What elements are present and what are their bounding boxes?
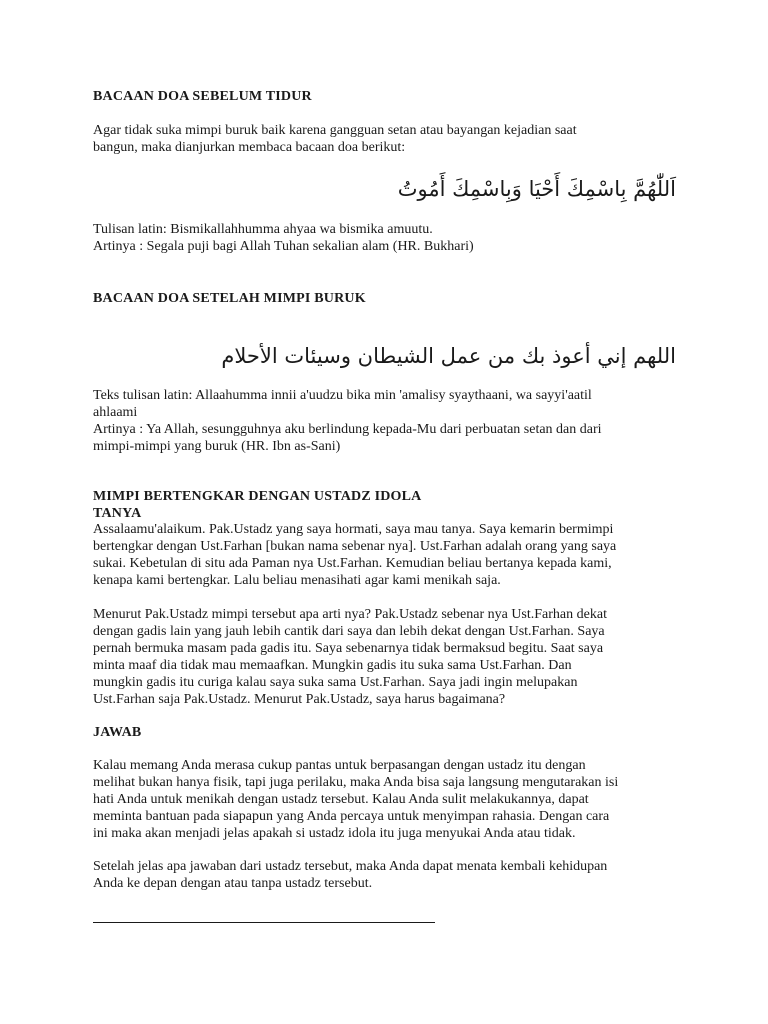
meaning-line: Artinya : Ya Allah, sesungguhnya aku berlindung kepada-Mu dari perbuatan setan dan dari xyxy=(93,422,602,437)
latin-transliteration-line: Teks tulisan latin: Allaahumma innii a'uudzu bika min 'amalisy syaythaani, wa sayyi'aatil xyxy=(93,388,592,403)
question-paragraph-1 xyxy=(93,521,678,589)
paragraph-line: dengan gadis lain yang jauh lebih cantik dari saya dan lebih dekat dengan Ust.Farhan. Saya xyxy=(93,624,605,639)
latin-transliteration: Tulisan latin: Bismikallahhumma ahyaa wa bismika amuutu. xyxy=(93,222,433,237)
paragraph-line: sukai. Kebetulan di situ ada Paman nya Ust.Farhan. Kemudian beliau bertanya kepada kami, xyxy=(93,556,612,571)
answer-paragraph-2 xyxy=(93,858,678,892)
paragraph-line: ini maka akan menjadi jelas apakah si ustadz idola itu juga menyukai Anda atau tidak. xyxy=(93,826,576,841)
meaning-text: Artinya : Segala puji bagi Allah Tuhan sekalian alam (HR. Bukhari) xyxy=(93,239,474,254)
latin-transliteration-line: ahlaami xyxy=(93,405,138,420)
paragraph-line: minta maaf dia tidak mau memaafkan. Mungkin gadis itu suka sama Ust.Farhan. Dan xyxy=(93,658,572,673)
intro-line: bangun, maka dianjurkan membaca bacaan doa berikut: xyxy=(93,140,406,155)
paragraph-line: pernah bermuka masam pada gadis itu. Saya sebenarnya tidak bermaksud begitu. Saat saya xyxy=(93,641,604,656)
paragraph-line: melihat bukan hanya fisik, tapi juga perilaku, maka Anda bisa saja langsung mengutarakan isi xyxy=(93,775,619,790)
paragraph-line: Assalaamu'alaikum. Pak.Ustadz yang saya hormati, saya mau tanya. Saya kemarin bermimpi xyxy=(93,522,614,537)
paragraph-line: kenapa kami bertengkar. Lalu beliau menasihati agar kami menikah saja. xyxy=(93,573,501,588)
arabic-prayer-sebelum-tidur: اَللّٰهُمَّ بِاسْمِكَ أَحْيَا وَبِاسْمِكَ أَمُوتُ xyxy=(397,177,676,201)
intro-paragraph xyxy=(93,122,678,156)
answer-paragraph-1 xyxy=(93,757,678,842)
paragraph-line: Menurut Pak.Ustadz mimpi tersebut apa arti nya? Pak.Ustadz sebenar nya Ust.Farhan dekat xyxy=(93,607,607,622)
intro-line: Agar tidak suka mimpi buruk baik karena gangguan setan atau bayangan kejadian saat xyxy=(93,123,577,138)
question-paragraph-2 xyxy=(93,606,678,708)
article-heading-block xyxy=(93,488,678,522)
paragraph-line: mungkin gadis itu curiga kalau saya suka sama Ust.Farhan. Saya jadi ingin melupakan xyxy=(93,675,578,690)
translation-block-1 xyxy=(93,221,678,255)
meaning-line: mimpi-mimpi yang buruk (HR. Ibn as-Sani) xyxy=(93,439,341,454)
tanya-label: TANYA xyxy=(93,506,142,521)
horizontal-rule xyxy=(93,922,435,923)
arabic-prayer-setelah-mimpi-buruk: اللهم إني أعوذ بك من عمل الشيطان وسيئات الأحلام xyxy=(221,344,676,368)
paragraph-line: meminta bantuan pada siapapun yang Anda percaya untuk menyimpan rahasia. Dengan cara xyxy=(93,809,610,824)
section-heading-doa-setelah-mimpi-buruk: BACAAN DOA SETELAH MIMPI BURUK xyxy=(93,291,366,306)
paragraph-line: Anda ke depan dengan atau tanpa ustadz tersebut. xyxy=(93,876,373,891)
section-heading-doa-sebelum-tidur: BACAAN DOA SEBELUM TIDUR xyxy=(93,89,312,104)
paragraph-line: Kalau memang Anda merasa cukup pantas untuk berpasangan dengan ustadz itu dengan xyxy=(93,758,586,773)
paragraph-line: hati Anda untuk menikah dengan ustadz tersebut. Kalau Anda sulit melakukannya, dapat xyxy=(93,792,589,807)
paragraph-line: Ust.Farhan saja Pak.Ustadz. Menurut Pak.Ustadz, saya harus bagaimana? xyxy=(93,692,506,707)
translation-block-2 xyxy=(93,387,678,455)
article-title: MIMPI BERTENGKAR DENGAN USTADZ IDOLA xyxy=(93,489,422,504)
paragraph-line: bertengkar dengan Ust.Farhan [bukan nama sebenar nya]. Ust.Farhan adalah orang yang saya xyxy=(93,539,617,554)
jawab-label: JAWAB xyxy=(93,725,142,740)
paragraph-line: Setelah jelas apa jawaban dari ustadz tersebut, maka Anda dapat menata kembali kehidupan xyxy=(93,859,608,874)
